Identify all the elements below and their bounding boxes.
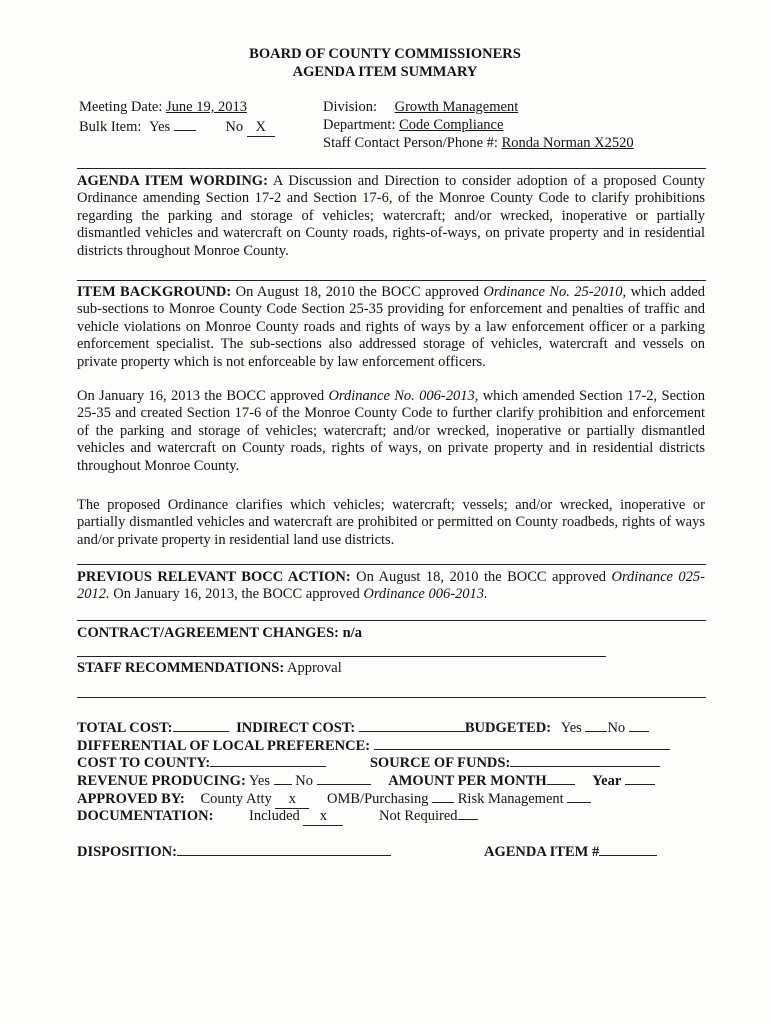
total-cost-blank (173, 718, 229, 732)
previous-action (77, 569, 705, 604)
total-cost-label: TOTAL COST: (77, 720, 173, 736)
budgeted-no: No (607, 720, 626, 736)
bulk-no-label: No (225, 119, 244, 135)
budgeted-yes: Yes (560, 720, 582, 736)
division-value: Growth Management (394, 99, 519, 115)
divider (77, 697, 706, 698)
included-mark: x (303, 808, 343, 826)
indirect-cost-label: INDIRECT COST: (236, 720, 356, 736)
cost-row-4 (77, 771, 655, 790)
not-required-label: Not Required (379, 808, 458, 824)
revenue-producing-label: REVENUE PRODUCING: (77, 773, 246, 789)
wording-label: AGENDA ITEM WORDING: (77, 173, 268, 189)
county-atty-mark: x (275, 791, 309, 809)
meeting-date-value: June 19, 2013 (165, 99, 247, 115)
contract-label: CONTRACT/AGREEMENT CHANGES: (77, 625, 339, 641)
amount-per-month-label: AMOUNT PER MONTH (388, 773, 547, 789)
budgeted-label: BUDGETED: (464, 720, 552, 736)
previous-ordinance-2: Ordinance 006-2013. (363, 586, 488, 603)
background-label: ITEM BACKGROUND: (77, 284, 232, 300)
staff-contact (323, 135, 634, 152)
approved-by-label: APPROVED BY: (77, 791, 185, 807)
contract-value: n/a (342, 625, 362, 641)
bulk-item-label: Bulk Item: (79, 119, 142, 135)
meeting-date (79, 99, 247, 116)
previous-pre: On August 18, 2010 the BOCC approved (356, 569, 607, 585)
cost-to-county-blank (210, 753, 326, 767)
risk-management-label: Risk Management (457, 791, 564, 807)
bulk-no-mark: X (247, 119, 275, 137)
source-of-funds-label: SOURCE OF FUNDS: (369, 755, 511, 771)
division (323, 99, 518, 116)
omb-blank (432, 789, 454, 803)
header-subtitle: AGENDA ITEM SUMMARY (292, 64, 478, 80)
department (323, 117, 503, 134)
omb-label: OMB/Purchasing (327, 791, 429, 807)
background-paragraph-2 (77, 388, 705, 475)
included-label: Included (249, 808, 300, 824)
year-label: Year (592, 773, 622, 789)
background-p1-ordinance: Ordinance No. 25-2010, (483, 284, 627, 300)
divider (77, 280, 706, 281)
department-value: Code Compliance (399, 117, 504, 133)
disposition-blank (177, 842, 391, 856)
divider (77, 656, 606, 657)
source-of-funds-blank (510, 753, 660, 767)
agenda-item-blank (599, 842, 657, 856)
cost-row-6 (77, 806, 478, 826)
disposition-label: DISPOSITION: (77, 844, 177, 860)
wording-text: A Discussion and Direction to consider adoption of a proposed County Ordinance amending Section 17-2 and Section 17-6, of the Monroe County Code to clarify prohibitions regarding the parking and storage of vehicles; watercraft; and/or wrecked, inoperative or partially dismantled vehicles and watercraft on County roads, rights-of-ways, on private property and in residential districts throughout Monroe County. (77, 173, 706, 259)
amount-per-month-blank (547, 771, 575, 785)
divider (77, 620, 706, 621)
background-paragraph-1 (77, 284, 705, 371)
differential-blank (374, 736, 670, 750)
bulk-yes-blank (174, 117, 196, 131)
staff-contact-value: Ronda Norman X2520 (501, 135, 634, 151)
agenda-item-number (484, 842, 657, 861)
budgeted-yes-blank (585, 718, 607, 732)
staff-rec-label: STAFF RECOMMENDATIONS: (77, 660, 285, 676)
cost-row-3 (77, 753, 660, 772)
previous-mid: On January 16, 2013, the BOCC approved (113, 586, 360, 603)
bulk-item (79, 117, 275, 137)
risk-management-blank (567, 789, 591, 803)
background-paragraph-3: The proposed Ordinance clarifies which vehicles; watercraft; vessels; and/or wrecked, inoperative or partially dismantled vehicles and watercraft are prohibited or permitted on County roadbeds, rights of ways and/or private property in residential land use districts. (77, 497, 705, 548)
header-title: BOARD OF COUNTY COMMISSIONERS (249, 46, 521, 62)
indirect-cost-blank (359, 718, 465, 732)
department-label: Department: (323, 117, 396, 133)
background-p2-pre: On January 16, 2013 the BOCC approved (77, 388, 325, 404)
previous-label: PREVIOUS RELEVANT BOCC ACTION: (77, 569, 351, 585)
budgeted-no-blank (629, 718, 649, 732)
staff-rec-value: Approval (287, 660, 342, 676)
divider (77, 168, 706, 169)
division-label: Division: (323, 99, 377, 115)
previous-ordinance-1: Ordinance 025-2012. (77, 569, 706, 603)
bulk-yes-label: Yes (149, 119, 171, 135)
county-atty-label: County Atty (200, 791, 272, 807)
differential-label: DIFFERENTIAL OF LOCAL PREFERENCE: (77, 738, 371, 754)
staff-contact-label: Staff Contact Person/Phone #: (323, 135, 498, 151)
meeting-date-label: Meeting Date: (79, 99, 163, 115)
cost-to-county-label: COST TO COUNTY: (77, 755, 211, 771)
revenue-no-blank (317, 771, 371, 785)
revenue-no: No (295, 773, 313, 789)
background-p1-pre: On August 18, 2010 the BOCC approved (235, 284, 480, 300)
agenda-item-label: AGENDA ITEM # (484, 844, 600, 860)
revenue-yes: Yes (248, 773, 270, 789)
documentation-label: DOCUMENTATION: (77, 808, 214, 824)
background-p1-post: which added sub-sections to Monroe County Code Section 25-35 providing for enforcement and penalties of traffic and vehicle violations on Monroe County roads and rights of ways by a law enforcement officer or a parking enforcement specialist. The sub-sections also addressed storage of vehicles, watercraft and vessels on private property which is not enforceable by law enforcement officers. (77, 284, 706, 370)
revenue-yes-blank (274, 771, 292, 785)
staff-recommendations (77, 660, 342, 677)
divider (77, 564, 706, 565)
agenda-item-wording (77, 173, 705, 260)
not-required-blank (458, 806, 478, 820)
cost-row-1 (77, 718, 649, 737)
year-blank (625, 771, 655, 785)
background-p2-post: which amended Section 17-2, Section 25-35 and created Section 17-6 of the Monroe County Code to further clarify prohibition and enforcement of the parking and storage of vehicles; watercraft; and/or wrecked, inoperative or partially dismantled vehicles and watercraft on County roads, rights of ways, on private property and in residential districts throughout Monroe County. (77, 388, 706, 474)
contract-changes (77, 625, 362, 642)
disposition (77, 842, 391, 861)
background-p2-ordinance: Ordinance No. 006-2013, (328, 388, 479, 404)
